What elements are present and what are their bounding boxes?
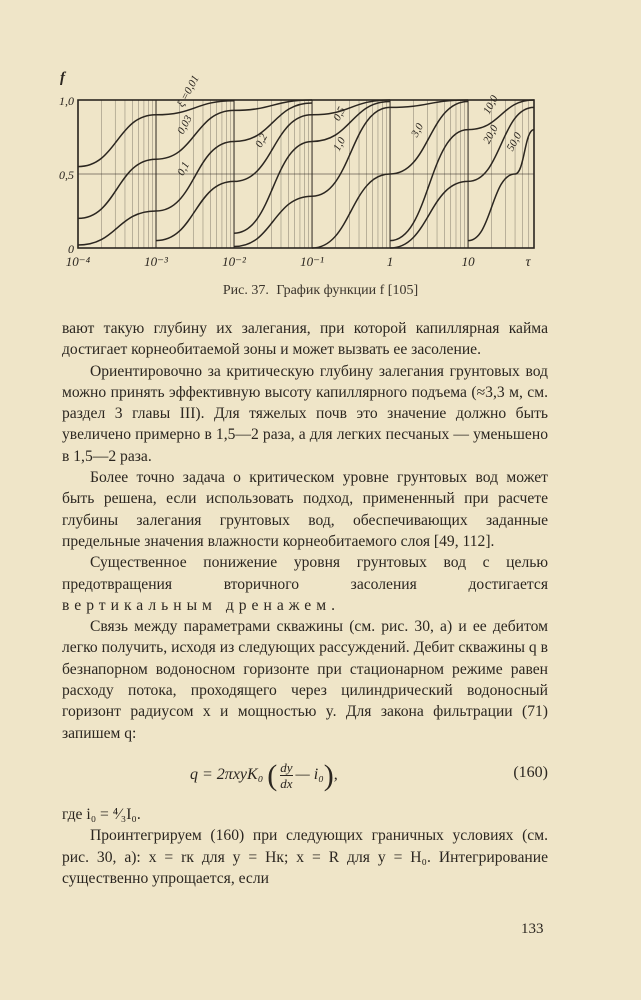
right-paren: ) (323, 758, 334, 792)
left-paren: ( (267, 758, 278, 792)
y-tick-label: 1,0 (59, 94, 74, 108)
paragraph-4 (62, 552, 548, 616)
paragraph-5: Связь между параметрами скважины (см. рис. 30, а) и ее дебитом легко получить, исходя из следующих рассуждений. Дебит скважины q в безнапорном водоносном горизонте при стационарном режиме равен расходу потока, проходящего через цилиндрический водоносный горизонт радиусом x и мощностью y. Для закона фильтрации (71) запишем q: (62, 618, 548, 742)
x-tick-label: 10⁻⁴ (65, 254, 91, 269)
x-axis-label: τ (525, 255, 531, 270)
series-label: 1,0 (331, 135, 349, 154)
fraction-numerator: dy (280, 759, 293, 775)
page-number: 133 (521, 921, 544, 937)
x-tick-label: 10⁻² (222, 254, 246, 269)
equation-body: q = 2πxyK₀ ( $\frac{dy}{dx}$ — i₀), (190, 758, 338, 792)
series-label: 0,2 (253, 131, 271, 150)
paragraph-2: Ориентировочно за критическую глубину залегания грунтовых вод можно принять эффективную высоту капиллярного подъема (≈3,3 м, см. раздел 3 главы III). Для тяжелых почв это значение должно быть увеличено примерно в 1,5—2 раза, а для легких песчаных — уменьшено в 1,5—2 раза. (62, 362, 548, 465)
equation-tail: — i₀ (295, 766, 324, 784)
function-f-chart (40, 60, 600, 300)
figure-caption (0, 283, 641, 299)
body-text (62, 318, 548, 889)
series-curve (468, 130, 534, 241)
series-label: 3,0 (409, 121, 427, 140)
caption-text: График функции f [105] (276, 283, 419, 298)
x-tick-label: 10⁻¹ (300, 254, 324, 269)
fraction-denominator: dx (280, 775, 293, 791)
series-label: 10,0 (481, 93, 501, 117)
x-tick-label: 10⁻³ (144, 254, 168, 269)
y-tick-label: 0 (68, 242, 74, 256)
series-label: 0,03 (175, 113, 195, 137)
paragraph-3: Более точно задача о критическом уровне грунтовых вод может быть решена, если использовать подход, примененный при расчете глубины залегания грунтовых вод, обеспечивающих заданные предельные значения влажности корнеобитаемого слоя [49, 112]. (62, 469, 548, 550)
y-axis-label: f (60, 70, 65, 86)
series-label: 50,0 (504, 130, 525, 154)
series-label: 0,5 (331, 105, 349, 123)
where-line: где i₀ = ⁴⁄₃I₀. (62, 805, 141, 823)
equation-fraction (280, 760, 292, 791)
caption-prefix: Рис. 37. (222, 283, 269, 298)
series-label: 20,0 (481, 123, 501, 146)
emphasis-vertical-drainage: вертикальным дренажем. (62, 596, 340, 614)
series-label: 0,1 (175, 159, 193, 178)
x-tick-label: 10 (461, 254, 475, 269)
x-tick-label: 1 (386, 254, 394, 269)
series-label: ξ =0,01 (175, 73, 202, 110)
equation-number: (160) (513, 763, 548, 781)
paragraph-4-text: Существенное понижение уровня грунтовых вод с целью предотвращения вторичного засоления достигается (62, 554, 548, 593)
equation-lhs: q = 2πxyK₀ (190, 766, 264, 784)
y-tick-label: 0,5 (59, 168, 74, 182)
paragraph-6: Проинтегрируем (160) при следующих граничных условиях (см. рис. 30, а): x = rк для y = Hк; x = R для y = H₀. Интегрирование существенно упрощается, если (62, 827, 548, 887)
equation-160 (62, 750, 548, 800)
paragraph-1: вают такую глубину их залегания, при которой капиллярная кайма достигает корнеобитаемой зоны и может вызвать ее засоление. (62, 320, 548, 359)
